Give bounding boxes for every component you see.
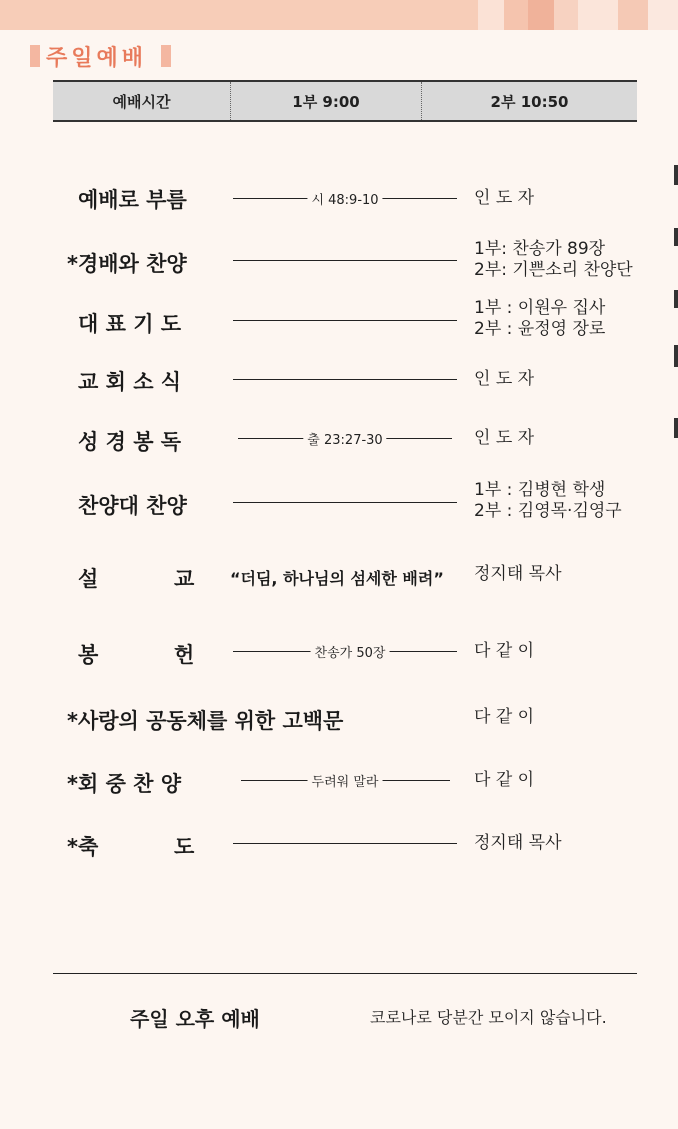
service-times-table [53,80,637,122]
order-middle: 찬송가 50장 [311,642,390,661]
order-right: 정지태 목사 [474,833,562,853]
order-label: *경배와 찬양 [67,252,187,276]
edge-mark [674,290,678,308]
order-middle: 시 48:9-10 [307,189,382,208]
order-item [0,416,678,460]
edge-mark [674,345,678,367]
order-right: 정지태 목사 [474,564,562,584]
order-label: 도 [174,835,195,859]
leader-line [233,260,457,261]
order-label: 성 경 봉 독 [78,430,182,454]
leader-line [233,320,457,321]
order-item [0,629,678,673]
sermon-title: “더딤, 하나님의 섬세한 배려” [230,569,444,588]
order-right: 다 같 이 [474,707,535,727]
order-item [0,758,678,802]
order-label: 봉 [78,643,99,667]
order-item [0,480,678,524]
order-label: 찬양대 찬양 [78,494,187,518]
edge-mark [674,165,678,185]
order-label: 교 회 소 식 [78,370,182,394]
edge-mark [674,418,678,438]
leader-line [233,502,457,503]
times-header: 예배시간 [53,81,231,121]
order-item [0,238,678,282]
order-item [0,357,678,401]
order-right: 다 같 이 [474,770,535,790]
order-right: 다 같 이 [474,641,535,661]
order-label: 설 [78,567,99,591]
footer-divider [53,973,637,974]
order-right: 1부: 찬송가 89장 [474,239,606,259]
order-right: 2부 : 윤정영 장로 [474,319,606,339]
order-label: 예배로 부름 [78,188,187,212]
order-label: 교 [174,567,195,591]
order-label: *축 [67,835,99,859]
title-marker-icon [30,45,40,67]
order-right: 1부 : 이원우 집사 [474,298,606,318]
second-service-time: 2부 10:50 [422,81,638,121]
first-service-time: 1부 9:00 [231,81,422,121]
order-right: 1부 : 김병현 학생 [474,480,606,500]
afternoon-service-note: 코로나로 당분간 모이지 않습니다. [370,1008,607,1027]
order-item [0,176,678,220]
order-label: *회 중 찬 양 [67,772,182,796]
order-middle: 두려워 말라 [308,771,383,790]
order-item [0,553,678,597]
order-right: 인 도 자 [474,188,535,208]
order-item [0,696,678,740]
title-marker-icon [161,45,171,67]
top-decor-bar [0,0,678,30]
order-label: 대 표 기 도 [78,312,182,336]
edge-mark [674,228,678,246]
leader-line [233,843,457,844]
order-label: *사랑의 공동체를 위한 고백문 [67,709,344,733]
order-item [0,298,678,342]
order-right: 인 도 자 [474,428,535,448]
section-title [30,42,171,70]
order-right: 인 도 자 [474,369,535,389]
order-label: 헌 [174,643,195,667]
afternoon-service-label: 주일 오후 예배 [130,1007,260,1031]
order-right: 2부 : 김영목·김영구 [474,501,622,521]
order-item [0,821,678,865]
section-title-text: 주일예배 [46,45,148,71]
order-right: 2부: 기쁜소리 찬양단 [474,260,633,280]
order-middle: 출 23:27-30 [303,429,386,448]
leader-line [233,379,457,380]
